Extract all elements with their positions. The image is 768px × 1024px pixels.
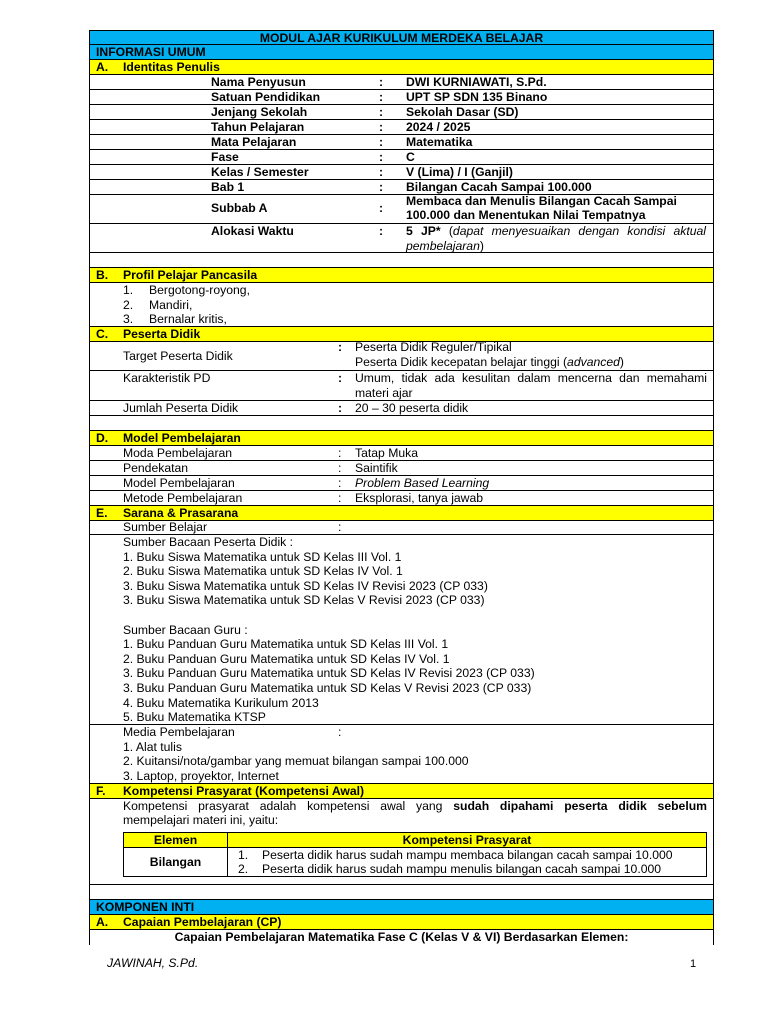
identitas-row bbox=[89, 150, 714, 165]
kompetensi-table bbox=[123, 832, 707, 877]
identitas-row bbox=[89, 180, 714, 195]
intro-bold: sudah dipahami peserta didik sebelum bbox=[453, 799, 707, 813]
list-number: 2. bbox=[123, 297, 134, 312]
field-label: Moda Pembelajaran bbox=[123, 446, 233, 460]
model-row bbox=[89, 461, 714, 476]
field-label: Pendekatan bbox=[123, 461, 189, 475]
identitas-row bbox=[89, 165, 714, 180]
field-label: Metode Pembelajaran bbox=[123, 491, 243, 505]
list-text: Bergotong-royong, bbox=[149, 283, 250, 297]
colon: : bbox=[379, 120, 384, 134]
field-label: Kelas / Semester bbox=[211, 165, 309, 179]
list-item: 1. Buku Panduan Guru Matematika untuk SD Kelas III Vol. 1 bbox=[123, 637, 449, 652]
field-value: 5 JP* (dapat menyesuaikan dengan kondisi aktual pembelajaran) bbox=[406, 224, 706, 253]
table-cell-elemen: Bilangan bbox=[124, 848, 228, 877]
section-letter: F. bbox=[96, 784, 106, 798]
field-label: Fase bbox=[211, 150, 239, 164]
field-label: Mata Pelajaran bbox=[211, 135, 297, 149]
media-block bbox=[89, 725, 714, 784]
empty-row bbox=[89, 885, 714, 900]
section-cp-header bbox=[89, 915, 714, 930]
list-item bbox=[123, 283, 713, 298]
list-item: 5. Buku Matematika KTSP bbox=[123, 710, 266, 725]
target-text: Peserta Didik kecepatan belajar tinggi ( bbox=[355, 354, 568, 369]
field-value: V (Lima) / I (Ganjil) bbox=[406, 165, 513, 179]
field-value: 2024 / 2025 bbox=[406, 120, 471, 134]
table-row bbox=[124, 848, 707, 877]
alokasi-row bbox=[89, 224, 714, 253]
table-header-row bbox=[124, 833, 707, 848]
section-letter: E. bbox=[96, 506, 108, 520]
field-label: Sumber Belajar bbox=[123, 520, 207, 534]
field-label: Alokasi Waktu bbox=[211, 224, 294, 238]
field-value: UPT SP SDN 135 Binano bbox=[406, 90, 548, 104]
list-number: 3. bbox=[123, 312, 134, 327]
bacaan-siswa-title: Sumber Bacaan Peserta Didik : bbox=[123, 535, 294, 549]
field-value: Sekolah Dasar (SD) bbox=[406, 105, 519, 119]
colon: : bbox=[379, 201, 384, 215]
informasi-umum-header bbox=[89, 45, 714, 60]
document-title-text: MODUL AJAR KURIKULUM MERDEKA BELAJAR bbox=[259, 31, 544, 45]
field-value: Membaca dan Menulis Bilangan Cacah Sampai 100.000 dan Menentukan Nilai Tempatnya bbox=[406, 194, 677, 222]
colon: : bbox=[379, 180, 384, 194]
field-value: Matematika bbox=[406, 135, 473, 149]
list-item bbox=[238, 862, 702, 876]
colon: : bbox=[338, 401, 343, 415]
list-text: Peserta didik harus sudah mampu menulis bilangan cacah sampai 10.000 bbox=[262, 862, 662, 876]
section-title: Model Pembelajaran bbox=[123, 431, 241, 445]
section-letter: D. bbox=[96, 431, 109, 445]
profil-list bbox=[89, 283, 714, 327]
list-item: 3. Buku Panduan Guru Matematika untuk SD Kelas IV Revisi 2023 (CP 033) bbox=[123, 666, 535, 681]
colon: : bbox=[338, 371, 343, 385]
section-d-header bbox=[89, 431, 714, 446]
field-label: Target Peserta Didik bbox=[123, 349, 233, 363]
sumber-belajar-row bbox=[89, 521, 714, 535]
colon: : bbox=[338, 340, 343, 354]
list-number: 2. bbox=[238, 862, 249, 876]
section-title: Peserta Didik bbox=[123, 327, 201, 341]
list-number: 1. bbox=[123, 283, 134, 297]
table-header: Kompetensi Prasyarat bbox=[228, 833, 707, 848]
target-value-1: Peserta Didik Reguler/Tipikal bbox=[355, 340, 512, 354]
target-italic: advanced bbox=[567, 354, 620, 369]
model-row bbox=[89, 476, 714, 491]
field-value: 20 – 30 peserta didik bbox=[355, 401, 469, 415]
field-value: Eksplorasi, tanya jawab bbox=[355, 491, 484, 505]
media-title: Media Pembelajaran bbox=[123, 725, 235, 739]
field-value: C bbox=[406, 150, 415, 164]
kompetensi-intro-line2: mempelajari materi ini, yaitu: bbox=[123, 813, 279, 827]
field-value: Bilangan Cacah Sampai 100.000 bbox=[406, 180, 592, 194]
field-label: Nama Penyusun bbox=[211, 75, 306, 89]
komponen-inti-label: KOMPONEN INTI bbox=[96, 900, 195, 914]
kompetensi-intro-line1 bbox=[123, 799, 707, 814]
empty-row bbox=[89, 253, 714, 268]
section-letter: A. bbox=[96, 915, 109, 929]
subbab-row bbox=[89, 195, 714, 224]
document-title bbox=[89, 30, 714, 45]
colon: : bbox=[379, 224, 384, 238]
colon: : bbox=[338, 520, 342, 534]
field-label: Subbab A bbox=[211, 201, 268, 215]
colon: : bbox=[379, 135, 384, 149]
colon: : bbox=[379, 105, 384, 119]
field-value: Saintifik bbox=[355, 461, 398, 475]
field-label: Tahun Pelajaran bbox=[211, 120, 305, 134]
field-label: Model Pembelajaran bbox=[123, 476, 235, 490]
section-e-header bbox=[89, 506, 714, 521]
section-b-header bbox=[89, 268, 714, 283]
informasi-umum-label: INFORMASI UMUM bbox=[96, 45, 206, 59]
footer-author: JAWINAH, S.Pd. bbox=[107, 956, 199, 970]
list-number: 1. bbox=[238, 848, 249, 862]
bacaan-guru-title: Sumber Bacaan Guru : bbox=[123, 622, 248, 637]
model-row bbox=[89, 491, 714, 506]
karakteristik-row bbox=[89, 371, 714, 401]
field-label: Jenjang Sekolah bbox=[211, 105, 308, 119]
field-label: Jumlah Peserta Didik bbox=[123, 401, 239, 415]
colon: : bbox=[379, 75, 384, 89]
alokasi-note: dapat menyesuaikan dengan kondisi aktual pembelajaran bbox=[406, 224, 706, 253]
section-a-header bbox=[89, 60, 714, 75]
colon: : bbox=[379, 90, 384, 104]
list-text: Mandiri, bbox=[149, 297, 193, 312]
jumlah-row bbox=[89, 401, 714, 416]
colon: : bbox=[379, 165, 384, 179]
section-title: Kompetensi Prasyarat (Kompetensi Awal) bbox=[123, 784, 365, 798]
list-item: 3. Buku Siswa Matematika untuk SD Kelas V Revisi 2023 (CP 033) bbox=[123, 593, 485, 608]
field-value: Tatap Muka bbox=[355, 446, 419, 460]
kompetensi-block bbox=[89, 799, 714, 885]
intro-text: Kompetensi prasyarat adalah kompetensi awal yang bbox=[123, 799, 454, 813]
sumber-bacaan-block bbox=[89, 535, 714, 725]
table-header: Elemen bbox=[124, 833, 228, 848]
identitas-row bbox=[89, 75, 714, 90]
list-item: 4. Buku Matematika Kurikulum 2013 bbox=[123, 695, 319, 710]
page-number: 1 bbox=[690, 958, 697, 970]
section-letter: A. bbox=[96, 60, 109, 74]
field-value: Problem Based Learning bbox=[355, 476, 490, 490]
section-letter: B. bbox=[96, 268, 109, 282]
field-label: Bab 1 bbox=[211, 180, 245, 194]
cp-heading: Capaian Pembelajaran Matematika Fase C (Kelas V & VI) Berdasarkan Elemen: bbox=[174, 930, 629, 944]
field-value: DWI KURNIAWATI, S.Pd. bbox=[406, 75, 547, 89]
colon: : bbox=[379, 150, 384, 164]
field-value: Umum, tidak ada kesulitan dalam mencerna dan memahami materi ajar bbox=[355, 371, 707, 400]
colon: : bbox=[338, 725, 342, 739]
list-item bbox=[123, 298, 713, 313]
komponen-inti-header bbox=[89, 900, 714, 915]
colon: : bbox=[338, 476, 342, 490]
field-label: Karakteristik PD bbox=[123, 371, 211, 385]
identitas-row bbox=[89, 120, 714, 135]
identitas-row bbox=[89, 105, 714, 120]
list-item: 3. Buku Panduan Guru Matematika untuk SD Kelas V Revisi 2023 (CP 033) bbox=[123, 680, 532, 695]
list-text: Bernalar kritis, bbox=[149, 312, 227, 327]
target-text-end: ) bbox=[619, 354, 624, 369]
list-text: Peserta didik harus sudah mampu membaca bilangan cacah sampai 10.000 bbox=[262, 848, 673, 862]
list-item: 1. Alat tulis bbox=[123, 739, 182, 754]
section-letter: C. bbox=[96, 327, 109, 341]
list-item bbox=[238, 848, 702, 862]
target-value-2 bbox=[355, 355, 707, 370]
list-item: 2. Kuitansi/nota/gambar yang memuat bilangan sampai 100.000 bbox=[123, 754, 469, 769]
colon: : bbox=[338, 446, 342, 460]
colon: : bbox=[338, 491, 342, 505]
section-title: Identitas Penulis bbox=[123, 60, 220, 74]
list-item: 2. Buku Panduan Guru Matematika untuk SD Kelas IV Vol. 1 bbox=[123, 651, 450, 666]
list-item: 1. Buku Siswa Matematika untuk SD Kelas III Vol. 1 bbox=[123, 549, 402, 564]
target-row bbox=[89, 342, 714, 371]
list-item: 3. Buku Siswa Matematika untuk SD Kelas IV Revisi 2023 (CP 033) bbox=[123, 578, 488, 593]
field-label: Satuan Pendidikan bbox=[211, 90, 321, 104]
empty-row bbox=[89, 416, 714, 431]
field-value bbox=[355, 340, 707, 369]
identitas-row bbox=[89, 90, 714, 105]
list-item: 3. Laptop, proyektor, Internet bbox=[123, 768, 279, 783]
section-f-header bbox=[89, 784, 714, 799]
colon: : bbox=[338, 461, 342, 475]
document-page bbox=[89, 30, 714, 945]
model-row bbox=[89, 446, 714, 461]
list-item bbox=[123, 312, 713, 327]
section-title: Capaian Pembelajaran (CP) bbox=[123, 915, 282, 929]
alokasi-jp: 5 JP* bbox=[406, 224, 441, 238]
identitas-row bbox=[89, 135, 714, 150]
section-title: Profil Pelajar Pancasila bbox=[123, 268, 258, 282]
list-item: 2. Buku Siswa Matematika untuk SD Kelas IV Vol. 1 bbox=[123, 564, 403, 579]
table-cell-kompetensi bbox=[228, 848, 707, 877]
cp-heading-row bbox=[89, 930, 714, 945]
section-title: Sarana & Prasarana bbox=[123, 506, 239, 520]
